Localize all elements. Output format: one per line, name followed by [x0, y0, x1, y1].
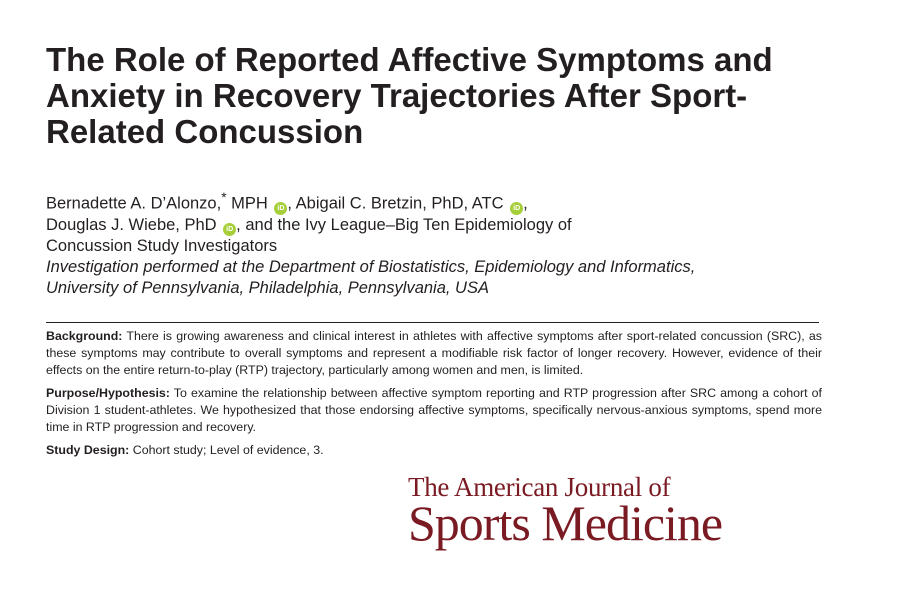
background-label: Background: — [46, 329, 123, 343]
background-text: There is growing awareness and clinical interest in athletes with affective symptoms after sport-related concussion (SRC), as these symptoms may contribute to overall symptoms and represent a modifiable risk factor of longer recovery. However, evidence of their effects on the entire return-to-play (RTP) trajectory, particularly among women and men, is limited. — [46, 329, 822, 377]
author-block — [46, 187, 846, 299]
abstract-purpose — [46, 385, 822, 436]
author-name: Bernadette A. D’Alonzo, — [46, 194, 222, 213]
study-design-label: Study Design: — [46, 443, 130, 457]
affiliation-line-2: University of Pennsylvania, Philadelphia, Pennsylvania, USA — [46, 278, 489, 297]
journal-logo-line-2: Sports Medicine — [408, 495, 723, 551]
orcid-icon[interactable]: iD — [274, 202, 287, 215]
author-degree: MPH — [226, 194, 268, 213]
author-separator: , — [523, 194, 528, 213]
affiliation-line-1: Investigation performed at the Department of Biostatistics, Epidemiology and Informatics, — [46, 257, 696, 276]
orcid-icon[interactable]: iD — [510, 202, 523, 215]
author-line-2 — [46, 215, 846, 236]
orcid-icon[interactable]: iD — [223, 223, 236, 236]
abstract-study-design — [46, 442, 822, 459]
author-name: , Abigail C. Bretzin, PhD, ATC — [287, 194, 504, 213]
section-divider — [46, 322, 819, 323]
purpose-text: To examine the relationship between affective symptom reporting and RTP progression after SRC among a cohort of Division 1 student-athletes. We hypothesized that those endorsing affective symptoms, specifically nervous-anxious symptoms, spend more time in RTP progression and recovery. — [46, 386, 822, 434]
author-group: , and the Ivy League–Big Ten Epidemiology of — [236, 215, 572, 234]
author-group-line: Concussion Study Investigators — [46, 236, 278, 255]
author-name: Douglas J. Wiebe, PhD — [46, 215, 217, 234]
abstract — [46, 328, 822, 465]
journal-logo-line-1: The American Journal of — [408, 472, 671, 502]
article-title: The Role of Reported Affective Symptoms and Anxiety in Recovery Trajectories After Sport-Related Concussion — [46, 41, 773, 150]
purpose-label: Purpose/Hypothesis: — [46, 386, 170, 400]
journal-logo — [408, 472, 818, 551]
author-line-1 — [46, 187, 846, 215]
abstract-background — [46, 328, 822, 379]
study-design-text: Cohort study; Level of evidence, 3. — [129, 443, 324, 457]
corresponding-author-mark: * — [221, 190, 227, 205]
